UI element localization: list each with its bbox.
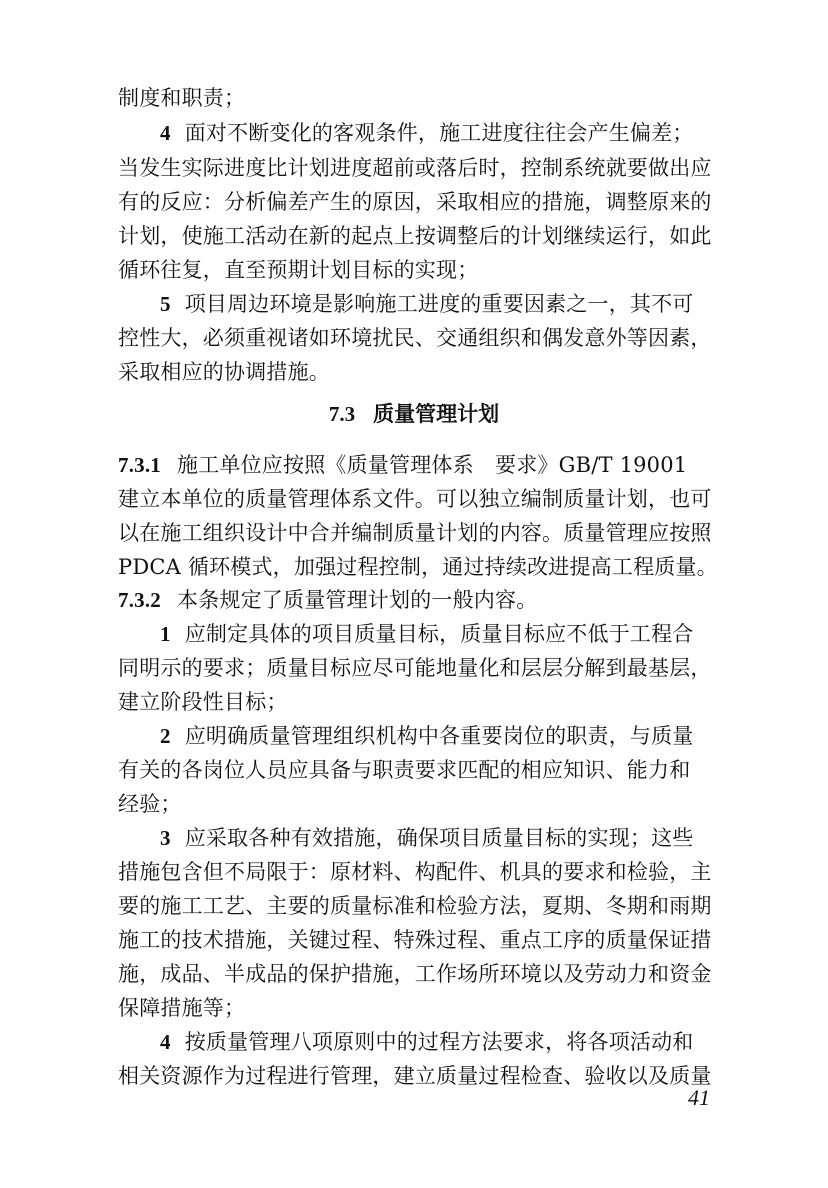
- item-number: 4: [160, 121, 171, 145]
- text-line: 有关的各岗位人员应具备与职责要求匹配的相应知识、能力和: [118, 758, 691, 782]
- text-line: 相关资源作为过程进行管理，建立质量过程检查、验收以及质量: [118, 1064, 712, 1088]
- section-heading: [0, 399, 828, 429]
- list-item-line: 4 按质量管理八项原则中的过程方法要求，将各项活动和: [160, 1030, 694, 1054]
- text-line: 计划，使施工活动在新的起点上按调整后的计划继续运行，如此: [118, 224, 712, 248]
- text-line: 同明示的要求；质量目标应尽可能地量化和层层分解到最基层，: [118, 656, 712, 680]
- list-item-line: 4 面对不断变化的客观条件，施工进度往往会产生偏差；: [160, 121, 694, 145]
- item-number: 1: [160, 622, 171, 646]
- text-line: 保障措施等；: [118, 996, 246, 1020]
- text-line: PDCA 循环模式，加强过程控制，通过持续改进提高工程质量。: [118, 555, 718, 579]
- text-line: 采取相应的协调措施。: [118, 360, 330, 384]
- page-number: 41: [688, 1085, 710, 1110]
- list-item-line: 2 应明确质量管理组织机构中各重要岗位的职责，与质量: [160, 724, 694, 748]
- clause-number: 7.3.2: [118, 588, 161, 612]
- list-item-line: 5 项目周边环境是影响施工进度的重要因素之一，其不可: [160, 292, 694, 316]
- text-line: 循环往复，直至预期计划目标的实现；: [118, 258, 479, 282]
- item-number: 3: [160, 826, 171, 850]
- text-line: 经验；: [118, 792, 182, 816]
- text-line: 有的反应：分析偏差产生的原因，采取相应的措施，调整原来的: [118, 190, 712, 214]
- list-item-line: 1 应制定具体的项目质量目标，质量目标应不低于工程合: [160, 622, 694, 646]
- section-title: 质量管理计划: [373, 401, 500, 426]
- clause-number: 7.3.1: [118, 453, 161, 477]
- text-line: 施工的技术措施，关键过程、特殊过程、重点工序的质量保证措: [118, 928, 712, 952]
- text-line: 建立阶段性目标；: [118, 690, 288, 714]
- clause-line: 7.3.2 本条规定了质量管理计划的一般内容。: [118, 588, 538, 612]
- section-number: 7.3: [328, 402, 356, 426]
- text-line: 措施包含但不局限于：原材料、构配件、机具的要求和检验，主: [118, 860, 712, 884]
- text-line: 控性大，必须重视诸如环境扰民、交通组织和偶发意外等因素，: [118, 326, 712, 350]
- text-line: 建立本单位的质量管理体系文件。可以独立编制质量计划，也可: [118, 487, 712, 511]
- clause-line: 7.3.1 施工单位应按照《质量管理体系 要求》GB/T 19001: [118, 453, 688, 477]
- text-line: 制度和职责；: [118, 86, 246, 110]
- text-line: 当发生实际进度比计划进度超前或落后时，控制系统就要做出应: [118, 156, 712, 180]
- text-line: 以在施工组织设计中合并编制质量计划的内容。质量管理应按照: [118, 521, 712, 545]
- text-line: 要的施工工艺、主要的质量标准和检验方法，夏期、冬期和雨期: [118, 894, 712, 918]
- text-line: 施，成品、半成品的保护措施，工作场所环境以及劳动力和资金: [118, 962, 712, 986]
- item-number: 2: [160, 724, 171, 748]
- list-item-line: 3 应采取各种有效措施，确保项目质量目标的实现；这些: [160, 826, 694, 850]
- item-number: 4: [160, 1030, 171, 1054]
- item-number: 5: [160, 292, 171, 316]
